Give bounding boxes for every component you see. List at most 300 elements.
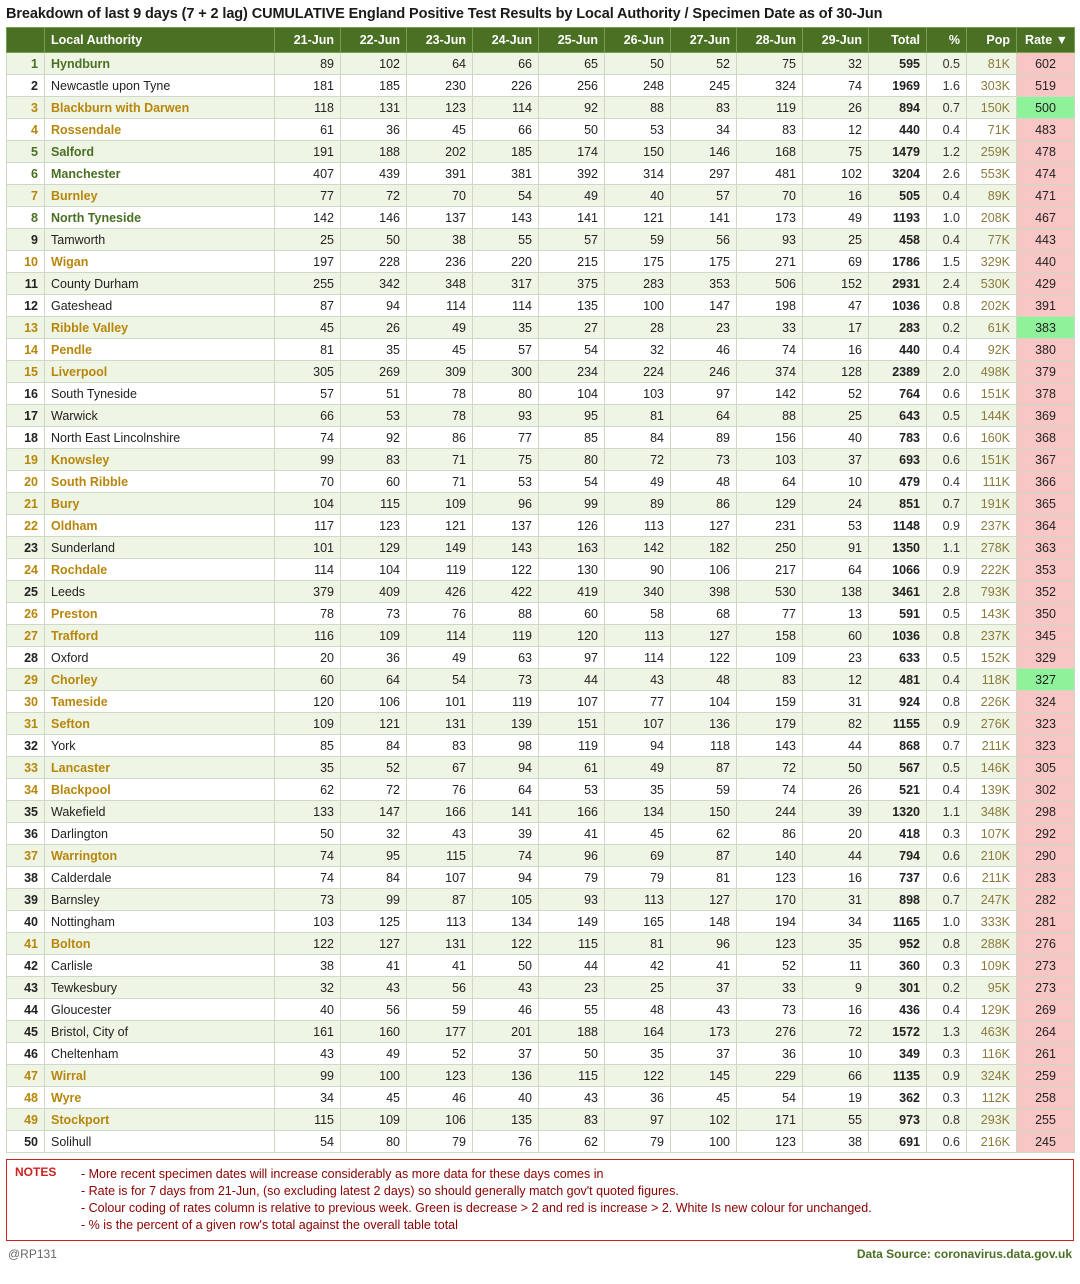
row-local-authority: Preston: [45, 603, 275, 625]
row-local-authority: Tameside: [45, 691, 275, 713]
row-day-value: 33: [737, 317, 803, 339]
row-day-value: 83: [539, 1109, 605, 1131]
row-day-value: 37: [671, 977, 737, 999]
table-row: [7, 119, 1075, 141]
row-rank: 22: [7, 515, 45, 537]
row-day-value: 103: [737, 449, 803, 471]
col-header-rate-[interactable]: Rate ▼: [1017, 28, 1075, 53]
row-rank: 27: [7, 625, 45, 647]
row-day-value: 54: [407, 669, 473, 691]
row-day-value: 121: [605, 207, 671, 229]
table-row: [7, 889, 1075, 911]
row-day-value: 246: [671, 361, 737, 383]
row-percent: 0.4: [927, 471, 967, 493]
table-row: [7, 1043, 1075, 1065]
row-day-value: 102: [803, 163, 869, 185]
row-day-value: 58: [605, 603, 671, 625]
row-day-value: 36: [605, 1087, 671, 1109]
row-day-value: 105: [473, 889, 539, 911]
row-day-value: 66: [803, 1065, 869, 1087]
row-day-value: 94: [341, 295, 407, 317]
row-day-value: 23: [539, 977, 605, 999]
row-day-value: 398: [671, 581, 737, 603]
row-day-value: 392: [539, 163, 605, 185]
row-rate: 264: [1017, 1021, 1075, 1043]
row-day-value: 109: [275, 713, 341, 735]
table-row: [7, 757, 1075, 779]
row-rank: 25: [7, 581, 45, 603]
row-local-authority: Tamworth: [45, 229, 275, 251]
row-day-value: 66: [473, 119, 539, 141]
row-day-value: 66: [473, 53, 539, 75]
row-population: 116K: [967, 1043, 1017, 1065]
row-day-value: 113: [605, 889, 671, 911]
row-day-value: 16: [803, 867, 869, 889]
row-rate: 369: [1017, 405, 1075, 427]
row-day-value: 131: [407, 933, 473, 955]
row-day-value: 71: [407, 471, 473, 493]
table-row: [7, 735, 1075, 757]
row-day-value: 76: [407, 603, 473, 625]
row-day-value: 50: [605, 53, 671, 75]
row-rank: 36: [7, 823, 45, 845]
row-day-value: 98: [473, 735, 539, 757]
row-day-value: 16: [803, 999, 869, 1021]
row-total: 633: [869, 647, 927, 669]
row-day-value: 43: [473, 977, 539, 999]
row-percent: 0.9: [927, 559, 967, 581]
row-population: 226K: [967, 691, 1017, 713]
row-day-value: 530: [737, 581, 803, 603]
row-day-value: 185: [341, 75, 407, 97]
row-total: 3204: [869, 163, 927, 185]
row-rate: 350: [1017, 603, 1075, 625]
row-rank: 31: [7, 713, 45, 735]
row-day-value: 188: [539, 1021, 605, 1043]
row-day-value: 122: [671, 647, 737, 669]
row-day-value: 68: [671, 603, 737, 625]
row-percent: 1.0: [927, 911, 967, 933]
table-row: [7, 1131, 1075, 1153]
table-row: [7, 97, 1075, 119]
row-population: 276K: [967, 713, 1017, 735]
row-population: 222K: [967, 559, 1017, 581]
row-day-value: 81: [671, 867, 737, 889]
table-row: [7, 1087, 1075, 1109]
row-day-value: 49: [407, 317, 473, 339]
row-rate: 383: [1017, 317, 1075, 339]
row-local-authority: Gateshead: [45, 295, 275, 317]
row-day-value: 32: [275, 977, 341, 999]
row-total: 1786: [869, 251, 927, 273]
row-total: 898: [869, 889, 927, 911]
row-local-authority: Ribble Valley: [45, 317, 275, 339]
row-day-value: 35: [605, 1043, 671, 1065]
row-day-value: 40: [473, 1087, 539, 1109]
row-day-value: 88: [737, 405, 803, 427]
row-day-value: 123: [737, 867, 803, 889]
row-day-value: 49: [539, 185, 605, 207]
row-rate: 364: [1017, 515, 1075, 537]
row-percent: 0.6: [927, 427, 967, 449]
row-day-value: 99: [341, 889, 407, 911]
row-percent: 0.9: [927, 1065, 967, 1087]
row-day-value: 37: [803, 449, 869, 471]
row-day-value: 128: [803, 361, 869, 383]
row-day-value: 84: [341, 735, 407, 757]
row-day-value: 407: [275, 163, 341, 185]
row-day-value: 62: [275, 779, 341, 801]
row-population: 129K: [967, 999, 1017, 1021]
row-day-value: 114: [275, 559, 341, 581]
row-day-value: 103: [605, 383, 671, 405]
row-local-authority: Chorley: [45, 669, 275, 691]
row-percent: 0.8: [927, 1109, 967, 1131]
row-day-value: 79: [605, 867, 671, 889]
row-rate: 380: [1017, 339, 1075, 361]
row-day-value: 114: [407, 295, 473, 317]
row-rate: 500: [1017, 97, 1075, 119]
row-total: 3461: [869, 581, 927, 603]
row-day-value: 64: [737, 471, 803, 493]
row-total: 440: [869, 119, 927, 141]
row-population: 160K: [967, 427, 1017, 449]
row-day-value: 166: [539, 801, 605, 823]
row-rank: 17: [7, 405, 45, 427]
row-percent: 0.7: [927, 889, 967, 911]
row-day-value: 149: [407, 537, 473, 559]
row-total: 362: [869, 1087, 927, 1109]
row-day-value: 49: [605, 757, 671, 779]
row-day-value: 69: [803, 251, 869, 273]
row-local-authority: Wakefield: [45, 801, 275, 823]
row-rate: 379: [1017, 361, 1075, 383]
row-day-value: 71: [407, 449, 473, 471]
row-percent: 0.6: [927, 845, 967, 867]
col-header-total: Total: [869, 28, 927, 53]
row-day-value: 245: [671, 75, 737, 97]
row-population: 216K: [967, 1131, 1017, 1153]
row-rank: 1: [7, 53, 45, 75]
row-day-value: 55: [473, 229, 539, 251]
row-rate: 443: [1017, 229, 1075, 251]
row-day-value: 16: [803, 185, 869, 207]
row-rate: 292: [1017, 823, 1075, 845]
row-day-value: 83: [407, 735, 473, 757]
row-day-value: 28: [605, 317, 671, 339]
row-day-value: 36: [737, 1043, 803, 1065]
row-day-value: 143: [473, 207, 539, 229]
row-rate: 245: [1017, 1131, 1075, 1153]
row-population: 118K: [967, 669, 1017, 691]
row-day-value: 137: [473, 515, 539, 537]
row-rate: 329: [1017, 647, 1075, 669]
row-day-value: 54: [539, 339, 605, 361]
row-day-value: 44: [803, 735, 869, 757]
row-population: 208K: [967, 207, 1017, 229]
row-rank: 6: [7, 163, 45, 185]
row-day-value: 156: [737, 427, 803, 449]
row-day-value: 106: [671, 559, 737, 581]
table-row: [7, 163, 1075, 185]
row-day-value: 142: [737, 383, 803, 405]
table-row: [7, 75, 1075, 97]
row-local-authority: South Tyneside: [45, 383, 275, 405]
row-total: 1193: [869, 207, 927, 229]
row-day-value: 61: [275, 119, 341, 141]
row-total: 737: [869, 867, 927, 889]
table-row: [7, 317, 1075, 339]
row-day-value: 101: [407, 691, 473, 713]
row-percent: 0.5: [927, 53, 967, 75]
footer-source: Data Source: coronavirus.data.gov.uk: [856, 1247, 1072, 1261]
row-total: 1155: [869, 713, 927, 735]
row-day-value: 165: [605, 911, 671, 933]
row-day-value: 53: [473, 471, 539, 493]
row-population: 303K: [967, 75, 1017, 97]
row-day-value: 115: [341, 493, 407, 515]
row-day-value: 34: [275, 1087, 341, 1109]
row-day-value: 78: [275, 603, 341, 625]
row-day-value: 59: [407, 999, 473, 1021]
row-day-value: 113: [605, 625, 671, 647]
row-day-value: 83: [737, 669, 803, 691]
row-day-value: 109: [407, 493, 473, 515]
row-day-value: 115: [539, 1065, 605, 1087]
row-day-value: 74: [473, 845, 539, 867]
row-day-value: 94: [473, 757, 539, 779]
row-local-authority: Salford: [45, 141, 275, 163]
row-day-value: 79: [407, 1131, 473, 1153]
row-day-value: 175: [671, 251, 737, 273]
row-day-value: 69: [605, 845, 671, 867]
row-day-value: 179: [737, 713, 803, 735]
row-day-value: 276: [737, 1021, 803, 1043]
row-day-value: 150: [605, 141, 671, 163]
row-day-value: 95: [341, 845, 407, 867]
table-row: [7, 1065, 1075, 1087]
row-total: 521: [869, 779, 927, 801]
row-day-value: 53: [341, 405, 407, 427]
row-day-value: 24: [803, 493, 869, 515]
row-day-value: 198: [737, 295, 803, 317]
row-day-value: 102: [341, 53, 407, 75]
row-day-value: 121: [407, 515, 473, 537]
row-day-value: 43: [407, 823, 473, 845]
row-day-value: 191: [275, 141, 341, 163]
row-total: 349: [869, 1043, 927, 1065]
row-total: 868: [869, 735, 927, 757]
row-total: 764: [869, 383, 927, 405]
row-percent: 0.9: [927, 515, 967, 537]
row-rank: 37: [7, 845, 45, 867]
row-rank: 35: [7, 801, 45, 823]
row-total: 1165: [869, 911, 927, 933]
table-row: [7, 471, 1075, 493]
table-row: [7, 845, 1075, 867]
row-day-value: 127: [671, 515, 737, 537]
row-day-value: 73: [341, 603, 407, 625]
row-total: 973: [869, 1109, 927, 1131]
row-day-value: 83: [341, 449, 407, 471]
row-percent: 0.5: [927, 603, 967, 625]
row-rank: 48: [7, 1087, 45, 1109]
row-local-authority: Wigan: [45, 251, 275, 273]
row-day-value: 88: [473, 603, 539, 625]
row-day-value: 125: [341, 911, 407, 933]
row-day-value: 94: [473, 867, 539, 889]
row-day-value: 119: [473, 625, 539, 647]
row-day-value: 76: [473, 1131, 539, 1153]
col-header-21-jun: 21-Jun: [275, 28, 341, 53]
table-row: [7, 53, 1075, 75]
row-day-value: 26: [341, 317, 407, 339]
row-percent: 1.5: [927, 251, 967, 273]
row-rank: 42: [7, 955, 45, 977]
row-rate: 269: [1017, 999, 1075, 1021]
row-population: 143K: [967, 603, 1017, 625]
row-day-value: 129: [341, 537, 407, 559]
row-rate: 440: [1017, 251, 1075, 273]
row-local-authority: Calderdale: [45, 867, 275, 889]
row-day-value: 48: [671, 471, 737, 493]
row-local-authority: Rossendale: [45, 119, 275, 141]
row-day-value: 43: [275, 1043, 341, 1065]
row-percent: 0.4: [927, 779, 967, 801]
row-local-authority: Cheltenham: [45, 1043, 275, 1065]
table-row: [7, 295, 1075, 317]
row-day-value: 75: [737, 53, 803, 75]
row-day-value: 64: [341, 669, 407, 691]
row-day-value: 127: [671, 889, 737, 911]
table-row: [7, 779, 1075, 801]
row-day-value: 314: [605, 163, 671, 185]
row-day-value: 10: [803, 471, 869, 493]
row-day-value: 36: [341, 119, 407, 141]
row-total: 1036: [869, 625, 927, 647]
table-row: [7, 1021, 1075, 1043]
row-day-value: 109: [341, 1109, 407, 1131]
table-row: [7, 669, 1075, 691]
row-local-authority: Carlisle: [45, 955, 275, 977]
row-day-value: 422: [473, 581, 539, 603]
row-population: 191K: [967, 493, 1017, 515]
row-day-value: 56: [671, 229, 737, 251]
row-day-value: 77: [605, 691, 671, 713]
col-header-26-jun: 26-Jun: [605, 28, 671, 53]
table-row: [7, 361, 1075, 383]
row-total: 418: [869, 823, 927, 845]
row-day-value: 152: [803, 273, 869, 295]
row-population: 144K: [967, 405, 1017, 427]
row-day-value: 42: [605, 955, 671, 977]
row-day-value: 85: [275, 735, 341, 757]
row-day-value: 107: [605, 713, 671, 735]
row-day-value: 50: [539, 1043, 605, 1065]
row-percent: 0.8: [927, 691, 967, 713]
row-local-authority: North Tyneside: [45, 207, 275, 229]
row-percent: 1.0: [927, 207, 967, 229]
row-local-authority: Blackburn with Darwen: [45, 97, 275, 119]
row-day-value: 60: [803, 625, 869, 647]
row-day-value: 248: [605, 75, 671, 97]
row-day-value: 159: [737, 691, 803, 713]
row-day-value: 104: [275, 493, 341, 515]
row-day-value: 317: [473, 273, 539, 295]
row-day-value: 59: [605, 229, 671, 251]
row-day-value: 41: [539, 823, 605, 845]
row-rate: 471: [1017, 185, 1075, 207]
row-day-value: 72: [341, 779, 407, 801]
row-local-authority: Blackpool: [45, 779, 275, 801]
page-title: Breakdown of last 9 days (7 + 2 lag) CUMULATIVE England Positive Test Results by Local Authority / Specimen Date as of 30-Jun: [6, 6, 883, 22]
footer-author: @RP131: [8, 1247, 57, 1261]
row-total: 481: [869, 669, 927, 691]
row-population: 151K: [967, 383, 1017, 405]
row-rank: 20: [7, 471, 45, 493]
row-day-value: 33: [737, 977, 803, 999]
row-local-authority: Bristol, City of: [45, 1021, 275, 1043]
table-row: [7, 999, 1075, 1021]
table-row: [7, 559, 1075, 581]
row-percent: 0.6: [927, 867, 967, 889]
row-day-value: 114: [473, 295, 539, 317]
row-population: 150K: [967, 97, 1017, 119]
table-row: [7, 625, 1075, 647]
row-total: 479: [869, 471, 927, 493]
row-day-value: 119: [407, 559, 473, 581]
row-population: 498K: [967, 361, 1017, 383]
row-day-value: 122: [275, 933, 341, 955]
row-day-value: 101: [275, 537, 341, 559]
row-day-value: 181: [275, 75, 341, 97]
row-total: 952: [869, 933, 927, 955]
row-day-value: 25: [275, 229, 341, 251]
row-percent: 0.9: [927, 713, 967, 735]
row-total: 851: [869, 493, 927, 515]
table-row: [7, 603, 1075, 625]
table-row: [7, 801, 1075, 823]
row-day-value: 74: [275, 867, 341, 889]
row-percent: 1.1: [927, 801, 967, 823]
row-population: 278K: [967, 537, 1017, 559]
col-header-25-jun: 25-Jun: [539, 28, 605, 53]
row-day-value: 75: [803, 141, 869, 163]
note-line: - % is the percent of a given row's total against the overall table total: [81, 1217, 458, 1232]
row-total: 1479: [869, 141, 927, 163]
row-day-value: 113: [605, 515, 671, 537]
row-day-value: 177: [407, 1021, 473, 1043]
note-line: - Colour coding of rates column is relative to previous week. Green is decrease > 2 and red is increase > 2. White Is new colour for unchanged.: [81, 1200, 872, 1215]
row-rate: 467: [1017, 207, 1075, 229]
row-day-value: 48: [671, 669, 737, 691]
col-header-24-jun: 24-Jun: [473, 28, 539, 53]
row-day-value: 194: [737, 911, 803, 933]
row-day-value: 92: [341, 427, 407, 449]
row-day-value: 102: [671, 1109, 737, 1131]
table-row: [7, 933, 1075, 955]
row-day-value: 34: [671, 119, 737, 141]
row-day-value: 72: [803, 1021, 869, 1043]
row-day-value: 45: [605, 823, 671, 845]
row-day-value: 64: [407, 53, 473, 75]
table-header-row: [7, 28, 1075, 53]
row-population: 146K: [967, 757, 1017, 779]
row-day-value: 81: [605, 933, 671, 955]
row-day-value: 100: [341, 1065, 407, 1087]
row-day-value: 215: [539, 251, 605, 273]
row-day-value: 173: [737, 207, 803, 229]
